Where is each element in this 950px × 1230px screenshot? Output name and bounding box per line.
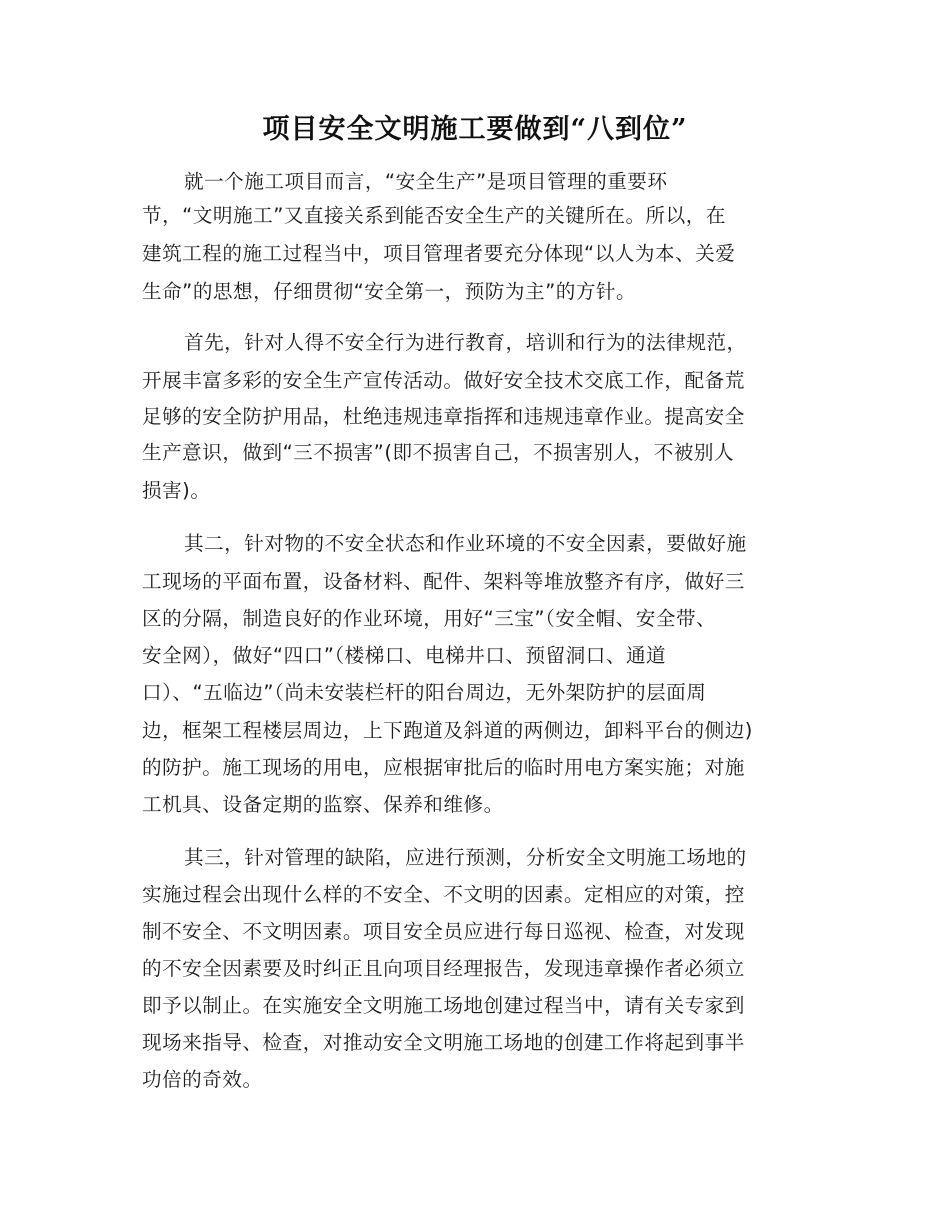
paragraph-3-line-6: 边，框架工程楼层周边，上下跑道及斜道的两侧边，卸料平台的侧边) xyxy=(142,719,753,742)
paragraph-1-line-4: 生命”的思想，仔细贯彻“安全第一，预防为主”的方针。 xyxy=(142,280,637,303)
paragraph-2-line-4: 生产意识，做到“三不损害”(即不损害自己，不损害别人，不被别人 xyxy=(142,441,735,464)
paragraph-3-line-4: 安全网），做好“四口”（楼梯口、电梯井口、预留洞口、通道 xyxy=(142,644,667,667)
paragraph-2-line-3: 足够的安全防护用品，杜绝违规违章指挥和违规违章作业。提高安全 xyxy=(142,405,745,428)
paragraph-2-line-1: 首先，针对人得不安全行为进行教育，培训和行为的法律规范， xyxy=(184,331,747,354)
document-title: 项目安全文明施工要做到“八到位” xyxy=(262,114,688,145)
paragraph-4-line-3: 制不安全、不文明因素。项目安全员应进行每日巡视、检查，对发现 xyxy=(142,920,745,943)
paragraph-2-line-2: 开展丰富多彩的安全生产宣传活动。做好安全技术交底工作，配备荒 xyxy=(142,369,745,392)
paragraph-3-line-7: 的防护。施工现场的用电，应根据审批后的临时用电方案实施；对施 xyxy=(142,756,745,779)
paragraph-3-line-3: 区的分隔，制造良好的作业环境，用好“三宝”（安全帽、安全带、 xyxy=(142,607,717,630)
paragraph-4-line-1: 其三，针对管理的缺陷，应进行预测，分析安全文明施工场地的 xyxy=(184,846,747,869)
paragraph-1-line-2: 节，“文明施工”又直接关系到能否安全生产的关键所在。所以，在 xyxy=(142,204,726,227)
paragraph-3-line-5: 口）、“五临边”（尚未安装栏杆的阳台周边，无外架防护的层面周 xyxy=(142,681,707,704)
paragraph-1-line-3: 建筑工程的施工过程当中，项目管理者要充分体现“以人为本、关爱 xyxy=(142,242,736,265)
paragraph-4-line-4: 的不安全因素要及时纠正且向项目经理报告，发现违章操作者必须立 xyxy=(142,957,745,980)
paragraph-3-line-1: 其二，针对物的不安全状态和作业环境的不安全因素，要做好施 xyxy=(184,532,747,555)
paragraph-4-line-6: 现场来指导、检查，对推动安全文明施工场地的创建工作将起到事半 xyxy=(142,1031,745,1054)
paragraph-4-line-5: 即予以制止。在实施安全文明施工场地创建过程当中，请有关专家到 xyxy=(142,994,745,1017)
paragraph-4-line-7: 功倍的奇效。 xyxy=(142,1068,263,1091)
paragraph-3-line-8: 工机具、设备定期的监察、保养和维修。 xyxy=(142,793,504,816)
paragraph-4-line-2: 实施过程会出现什么样的不安全、不文明的因素。定相应的对策，控 xyxy=(142,883,745,906)
paragraph-2-line-5: 损害)。 xyxy=(142,479,211,502)
paragraph-3-line-2: 工现场的平面布置，设备材料、配件、架料等堆放整齐有序，做好三 xyxy=(142,570,745,593)
paragraph-1-line-1: 就一个施工项目而言，“安全生产”是项目管理的重要环 xyxy=(184,170,668,193)
